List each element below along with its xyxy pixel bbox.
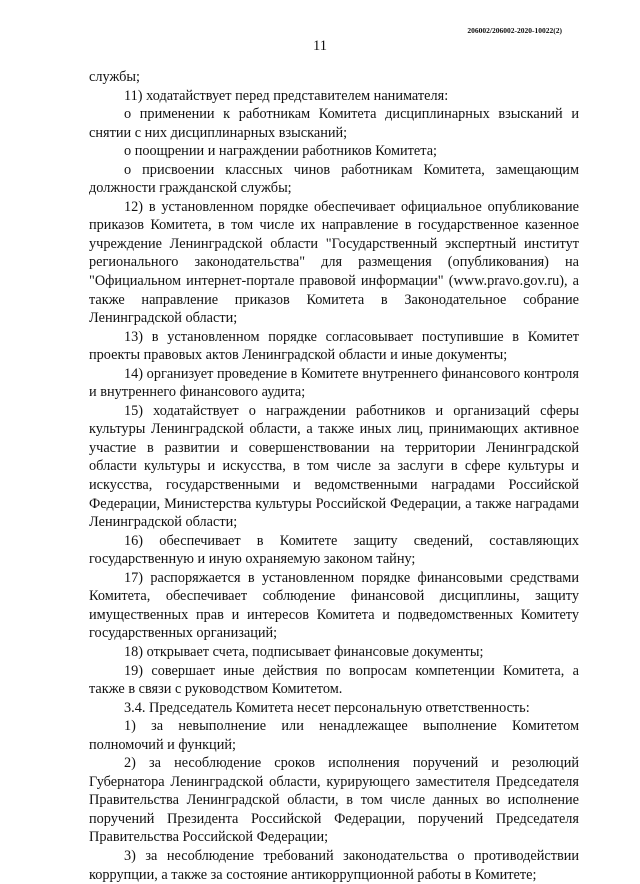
paragraph: 13) в установленном порядке согласовывает поступившие в Комитет проекты правовых актов Ленинградской области и иные документы; bbox=[89, 328, 579, 364]
paragraph: 16) обеспечивает в Комитете защиту сведений, составляющих государственную и иную охраняемую законом тайну; bbox=[89, 532, 579, 568]
paragraph: 15) ходатайствует о награждении работников и организаций сферы культуры Ленинградской области, а также иных лиц, принимающих активное участие в развитии и совершенствовании на территории Ленинградской области культуры и искусства, в том числе за заслуги в сфере культуры и искусства, государственными и ведомственными наградами Российской Федерации, Министерства культуры Российской Федерации, а также наградами Ленинградской области; bbox=[89, 402, 579, 531]
paragraph: 11) ходатайствует перед представителем нанимателя: bbox=[124, 87, 449, 104]
document-code: 206002/206002-2020-10022(2) bbox=[467, 26, 562, 35]
paragraph: 18) открывает счета, подписывает финансовые документы; bbox=[124, 643, 484, 660]
paragraph: 14) организует проведение в Комитете внутреннего финансового контроля и внутреннего финансового аудита; bbox=[89, 365, 579, 401]
paragraph: о применении к работникам Комитета дисциплинарных взысканий и снятии с них дисциплинарных взысканий; bbox=[89, 106, 579, 141]
paragraph: службы; bbox=[89, 69, 140, 85]
paragraph: 12) в установленном порядке обеспечивает официальное опубликование приказов Комитета, в том числе их направление в государственное казенное учреждение Ленинградской области "Государственный экспертный институт регионального законодательства" для размещения (опубликования) на "Официальном интернет-портале правовой информации" (www.pravo.gov.ru), а также направление приказов Комитета в Законодательное собрание Ленинградской области; bbox=[89, 198, 579, 327]
paragraph: о присвоении классных чинов работникам Комитета, замещающим должности гражданской службы; bbox=[89, 161, 579, 197]
paragraph: 1) за невыполнение или ненадлежащее выполнение Комитетом полномочий и функций; bbox=[89, 718, 579, 753]
paragraph: о поощрении и награждении работников Комитета; bbox=[124, 143, 438, 160]
paragraph: 2) за несоблюдение сроков исполнения поручений и резолюций Губернатора Ленинградской области, курирующего заместителя Председателя Правительства Ленинградской области, в том числе данных во исполнение поручений Президента Российской Федерации, поручений Председателя Правительства Российской Федерации; bbox=[89, 755, 579, 846]
document-body bbox=[89, 68, 579, 884]
paragraph: 3) за несоблюдение требований законодательства о противодействии коррупции, а также за состояние антикоррупционной работы в Комитете; bbox=[89, 847, 579, 883]
page-number: 11 bbox=[313, 38, 327, 54]
paragraph: 17) распоряжается в установленном порядке финансовыми средствами Комитета, обеспечивает соблюдение финансовой дисциплины, защиту имущественных прав и интересов Комитета и подведомственных Комитету государственных организаций; bbox=[89, 569, 579, 642]
paragraph: 19) совершает иные действия по вопросам компетенции Комитета, а также в связи с руководством Комитетом. bbox=[89, 662, 579, 698]
paragraph: 3.4. Председатель Комитета несет персональную ответственность: bbox=[124, 699, 530, 716]
